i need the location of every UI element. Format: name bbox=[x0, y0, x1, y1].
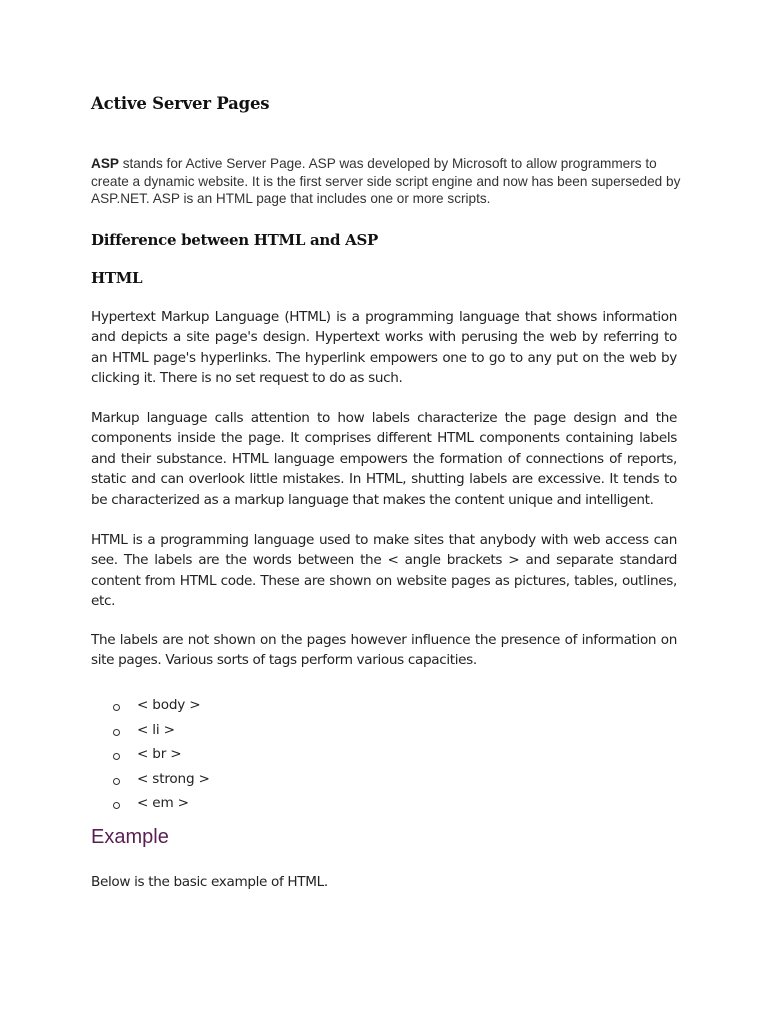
list-item-label: < br > bbox=[137, 746, 182, 763]
list-item-label: < em > bbox=[137, 795, 189, 812]
list-item bbox=[113, 693, 210, 718]
circle-bullet-icon bbox=[113, 753, 120, 760]
list-item-label: < strong > bbox=[137, 770, 210, 787]
paragraph-3: HTML is a programming language used to make sites that anybody with web access can see. The labels are the words between the < angle brackets > and separate standard content from HTML code. These are shown on website pages as pictures, tables, outlines, etc. bbox=[91, 532, 677, 610]
list-item-label: < li > bbox=[137, 721, 175, 738]
list-item-label: < body > bbox=[137, 697, 201, 714]
example-text: Below is the basic example of HTML. bbox=[91, 874, 328, 890]
list-item bbox=[113, 767, 210, 792]
circle-bullet-icon bbox=[113, 802, 120, 809]
tag-list bbox=[113, 693, 210, 816]
intro-bold-lead: ASP bbox=[91, 156, 119, 171]
paragraph-1: Hypertext Markup Language (HTML) is a programming language that shows information and depicts a site page's design. Hypertext works with perusing the web by referring to an HTML page's hyperlinks. The hyperlink empowers one to go to any put on the web by clicking it. There is no set request to do as such. bbox=[91, 309, 677, 387]
list-item bbox=[113, 718, 210, 743]
circle-bullet-icon bbox=[113, 778, 120, 785]
html-heading: HTML bbox=[91, 269, 143, 287]
list-item bbox=[113, 791, 210, 816]
section-heading: Difference between HTML and ASP bbox=[91, 231, 378, 249]
circle-bullet-icon bbox=[113, 729, 120, 736]
example-heading: Example bbox=[91, 826, 169, 848]
circle-bullet-icon bbox=[113, 704, 120, 711]
intro-text: stands for Active Server Page. ASP was developed by Microsoft to allow programmers to create a dynamic website. It is the first server side script engine and now has been superseded by ASP.NET. ASP is an HTML page that includes one or more scripts. bbox=[91, 156, 681, 206]
paragraph-4: The labels are not shown on the pages however influence the presence of information on site pages. Various sorts of tags perform various capacities. bbox=[91, 632, 677, 669]
paragraph-2: Markup language calls attention to how labels characterize the page design and the components inside the page. It comprises different HTML components containing labels and their substance. HTML language empowers the formation of connections of reports, static and can overlook little mistakes. In HTML, shutting labels are excessive. It tends to be characterized as a markup language that makes the content unique and intelligent. bbox=[91, 410, 677, 508]
page-title: Active Server Pages bbox=[91, 94, 270, 113]
intro-paragraph bbox=[91, 155, 681, 208]
list-item bbox=[113, 742, 210, 767]
